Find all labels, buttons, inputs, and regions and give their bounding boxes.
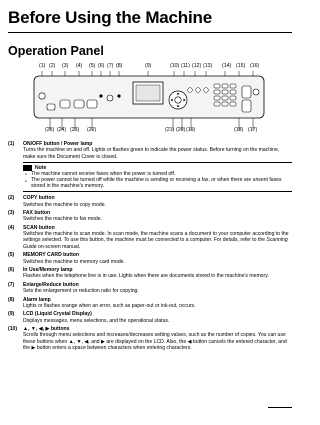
item-heading: COPY button xyxy=(23,195,55,202)
callout-label: (25) xyxy=(45,127,55,133)
item-fax xyxy=(8,210,292,223)
item-arrow-buttons xyxy=(8,326,292,351)
keypad-key[interactable] xyxy=(230,84,236,88)
item-lcd xyxy=(8,311,292,324)
callout-label: (24) xyxy=(57,127,67,133)
item-number: (9) xyxy=(8,311,15,318)
item-number: (5) xyxy=(8,252,15,259)
callout-label: (4) xyxy=(76,63,83,69)
item-number: (8) xyxy=(8,296,15,303)
callout-label: (1) xyxy=(39,63,46,69)
stop-reset-button[interactable] xyxy=(253,89,259,95)
scan-button[interactable] xyxy=(74,100,84,108)
callout-label: (2) xyxy=(49,63,56,69)
item-heading: ON/OFF button / Power lamp xyxy=(23,141,93,147)
callout-label: (13) xyxy=(203,63,213,69)
keypad-key[interactable] xyxy=(214,90,220,94)
keypad-key[interactable] xyxy=(214,102,220,106)
note-bullet: ● The machine cannot receive faxes when the power is turned off. xyxy=(31,171,292,177)
callout-label: (23) xyxy=(70,127,80,133)
item-heading: In Use/Memory lamp xyxy=(23,266,73,273)
keypad-key[interactable] xyxy=(214,96,220,100)
power-button[interactable] xyxy=(39,93,45,99)
item-number: (2) xyxy=(8,195,15,202)
item-heading: SCAN button xyxy=(23,224,55,231)
callout-label: (6) xyxy=(98,63,105,69)
lcd-screen xyxy=(136,85,160,101)
memory-card-button[interactable] xyxy=(87,100,97,108)
note-bullet: ● The power cannot be turned off while the machine is sending or receiving a fax, or when there are unsent faxes stored in the machine's memory. xyxy=(31,177,292,190)
item-heading: LCD (Liquid Crystal Display) xyxy=(23,311,92,318)
item-body: Sets the enlargement or reduction ratio for copying. xyxy=(23,288,139,295)
callout-label: (14) xyxy=(222,63,232,69)
keypad-key[interactable] xyxy=(230,90,236,94)
item-body: Switches the machine to memory card mode. xyxy=(23,258,125,265)
item-body-reference: Scanning Guide xyxy=(23,237,288,250)
item-body: Turns the machine on and off. Lights or flashes green to indicate the power status. Before turning on the machine, make sure the Document Cover is closed. xyxy=(23,147,280,160)
ok-button[interactable] xyxy=(175,97,181,103)
note-heading: Note xyxy=(35,164,47,171)
callout-label: (7) xyxy=(107,63,114,69)
description-list xyxy=(8,141,292,353)
item-body: Flashes when the telephone line is in use. Lights when there are documents stored in the machine's memory. xyxy=(23,273,269,280)
item-body-tail: on-screen manual. xyxy=(38,243,81,250)
callout-label: (17) xyxy=(248,127,258,133)
alarm-lamp xyxy=(117,94,120,97)
callout-label: (11) xyxy=(181,63,190,69)
color-start-button[interactable] xyxy=(242,100,251,112)
item-body: Scrolls through menu selections and increases/decreases setting values, such as the number of copies. You can use these buttons when ▲, ▼, ◀, and ▶ are displayed on the LCD. Also, the ◀ button cancels the entered character, and the ▶ button enters a space between characters when entering characters. xyxy=(23,332,287,351)
callout-label: (15) xyxy=(236,63,246,69)
enlarge-reduce-button[interactable] xyxy=(107,95,113,101)
callout-label: (8) xyxy=(116,63,123,69)
item-alarm-lamp xyxy=(8,297,292,310)
operation-panel-diagram xyxy=(30,70,290,132)
item-number: (10) xyxy=(8,326,18,333)
copy-button[interactable] xyxy=(47,104,55,110)
back-button[interactable] xyxy=(204,88,209,93)
item-number: (4) xyxy=(8,224,15,231)
keypad-key[interactable] xyxy=(230,102,236,106)
keypad-key[interactable] xyxy=(222,84,228,88)
menu-button[interactable] xyxy=(188,88,193,93)
item-memory-card xyxy=(8,252,292,265)
item-heading: Enlarge/Reduce button xyxy=(23,281,79,288)
callout-label: (18) xyxy=(234,127,244,133)
item-number: (6) xyxy=(8,266,15,273)
callout-label: (10) xyxy=(170,63,180,69)
keypad-key[interactable] xyxy=(230,96,236,100)
item-number: (7) xyxy=(8,281,15,288)
item-scan xyxy=(8,225,292,250)
section-title: Operation Panel xyxy=(8,44,104,58)
item-power xyxy=(8,141,292,160)
note-bullets xyxy=(23,171,292,190)
keypad-key[interactable] xyxy=(214,84,220,88)
title-divider xyxy=(8,32,292,33)
item-number: (1) xyxy=(8,141,15,147)
keypad-key[interactable] xyxy=(222,102,228,106)
item-enlarge-reduce xyxy=(8,282,292,295)
item-in-use-lamp xyxy=(8,267,292,280)
item-heading: ▲, ▼, ◀, ▶ buttons xyxy=(23,326,70,333)
note-box xyxy=(23,162,292,192)
callout-label: (19) xyxy=(186,127,196,133)
callout-label: (9) xyxy=(145,63,152,69)
item-number: (3) xyxy=(8,210,15,217)
callouts-bottom xyxy=(0,127,300,135)
item-body: Switches the machine to fax mode. xyxy=(23,216,102,223)
footer-divider xyxy=(268,407,292,408)
keypad-key[interactable] xyxy=(222,96,228,100)
black-start-button[interactable] xyxy=(242,86,251,98)
page-title: Before Using the Machine xyxy=(8,8,212,27)
keypad-key[interactable] xyxy=(222,90,228,94)
item-heading: Alarm lamp xyxy=(23,296,51,303)
in-use-memory-lamp xyxy=(99,94,102,97)
item-body-text: Switches the machine to scan mode. In scan mode, the machine scans a document to your computer according to the settings selected. To use this button, the machine must be connected to a computer. For details, refer to the xyxy=(23,231,289,244)
callout-label: (5) xyxy=(89,63,96,69)
item-copy xyxy=(8,195,292,208)
item-body xyxy=(8,231,292,250)
note-icon xyxy=(23,165,32,171)
settings-button[interactable] xyxy=(196,88,201,93)
item-heading: MEMORY CARD button xyxy=(23,252,80,259)
callout-label: (3) xyxy=(62,63,69,69)
fax-button[interactable] xyxy=(60,100,70,108)
callout-label: (20) xyxy=(176,127,186,133)
item-heading: FAX button xyxy=(23,210,51,217)
callout-label: (16) xyxy=(250,63,260,69)
item-body: Displays messages, menu selections, and the operational status. xyxy=(23,317,170,324)
callout-label: (22) xyxy=(87,127,97,133)
callout-label: (12) xyxy=(192,63,202,69)
callout-label: (21) xyxy=(165,127,175,133)
item-body: Switches the machine to copy mode. xyxy=(23,201,106,208)
item-body: Lights or flashes orange when an error, such as paper-out or ink-out, occurs. xyxy=(23,302,196,309)
